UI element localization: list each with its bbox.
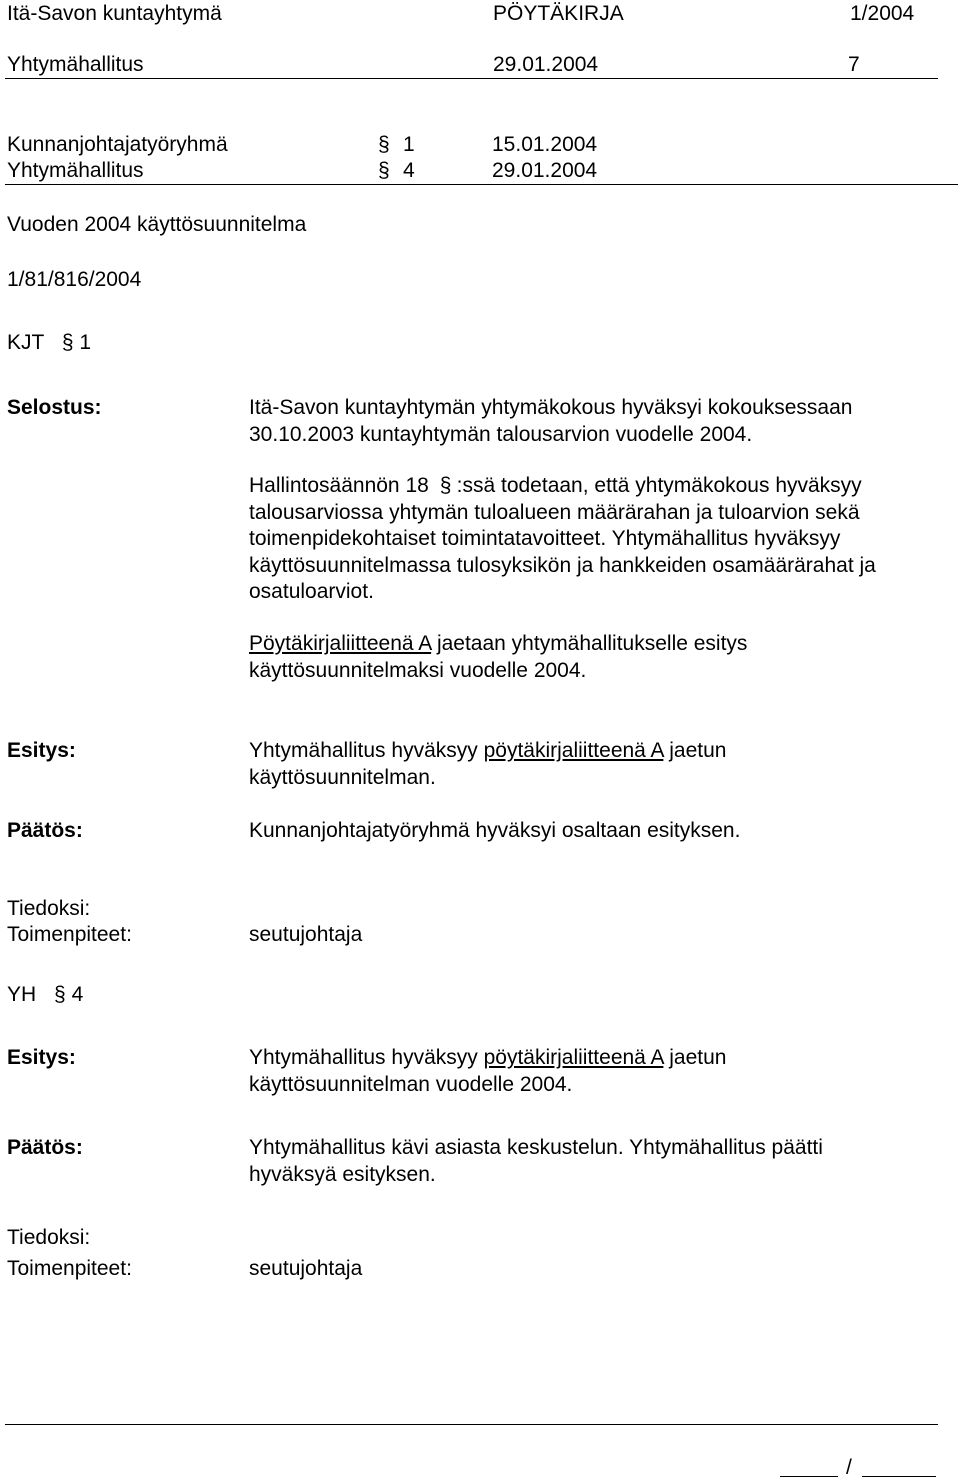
esitys-line — [249, 738, 726, 765]
selostus-line: toimenpidekohtaiset toimintatavoitteet. Yhtymähallitus hyväksyy — [249, 527, 841, 550]
selostus-text: jaetaan yhtymähallitukselle esitys — [431, 632, 748, 655]
yh-tiedoksi-label: Tiedoksi: — [7, 1226, 91, 1249]
yh-paatos-text — [249, 1135, 823, 1188]
page-number: 7 — [848, 53, 860, 76]
kjt-tiedoksi-label: Tiedoksi: — [7, 897, 91, 920]
kjt-section-sign: § — [61, 331, 74, 354]
selostus-line: Itä-Savon kuntayhtymän yhtymäkokous hyväksyi kokouksessaan — [249, 396, 853, 419]
yh-prefix: YH — [7, 983, 37, 1006]
paatos-line: Yhtymähallitus kävi asiasta keskustelun. Yhtymähallitus päätti — [249, 1136, 823, 1159]
esitys-text: jaetun — [663, 739, 727, 762]
attachment-link[interactable]: pöytäkirjaliitteenä A — [483, 1046, 664, 1069]
history-body-2: Yhtymähallitus — [7, 159, 144, 182]
paatos-line: hyväksyä esityksen. — [249, 1162, 436, 1186]
yh-paatos-label: Päätös: — [7, 1136, 83, 1159]
yh-heading — [7, 982, 83, 1008]
yh-number: 4 — [71, 983, 84, 1006]
selostus-line: osatuloarviot. — [249, 580, 374, 603]
esitys-line: käyttösuunnitelman vuodelle 2004. — [249, 1072, 573, 1096]
yh-section-sign: § — [54, 983, 66, 1006]
kjt-heading — [7, 330, 91, 356]
history-number-1: 1 — [403, 133, 415, 156]
attachment-link[interactable]: pöytäkirjaliitteenä A — [483, 739, 664, 762]
selostus-line: käyttösuunnitelmaksi vuodelle 2004. — [249, 658, 587, 682]
reference-number: 1/81/816/2004 — [7, 268, 142, 291]
attachment-link[interactable]: Pöytäkirjaliitteenä A — [249, 632, 432, 655]
history-number-2: 4 — [403, 159, 415, 182]
selostus-line — [249, 473, 876, 500]
header-rule — [5, 78, 938, 79]
kjt-prefix: KJT — [7, 331, 44, 354]
kjt-paatos-text: Kunnanjohtajatyöryhmä hyväksyi osaltaan esityksen. — [249, 819, 741, 842]
kjt-number: 1 — [79, 331, 92, 354]
selostus-line: 30.10.2003 kuntayhtymän talousarvion vuodelle 2004. — [249, 422, 753, 446]
org-name: Itä-Savon kuntayhtymä — [7, 2, 222, 25]
footer-rule — [5, 1424, 938, 1425]
esitys-text: Yhtymähallitus hyväksyy — [249, 1046, 484, 1069]
yh-esitys-label: Esitys: — [7, 1046, 76, 1069]
selostus-section-sign: § — [439, 474, 452, 497]
yh-toimenpiteet-label: Toimenpiteet: — [7, 1257, 132, 1280]
esitys-line: käyttösuunnitelman. — [249, 765, 436, 789]
selostus-line: talousarviossa yhtymän tuloalueen määrärahan ja tuloarvion sekä — [249, 500, 860, 524]
doc-type: PÖYTÄKIRJA — [493, 2, 624, 25]
esitys-line — [249, 1045, 726, 1072]
history-date-2: 29.01.2004 — [492, 159, 598, 182]
kjt-toimenpiteet-value: seutujohtaja — [249, 923, 363, 946]
history-rule — [5, 184, 958, 185]
esitys-text: jaetun — [663, 1046, 727, 1069]
kjt-toimenpiteet-label: Toimenpiteet: — [7, 923, 132, 946]
selostus-line: käyttösuunnitelmassa tulosyksikön ja hankkeiden osamäärärahat ja — [249, 553, 876, 577]
signature-line-left — [780, 1476, 838, 1477]
doc-number: 1/2004 — [850, 2, 915, 25]
section-sign-1: § — [378, 133, 390, 156]
kjt-esitys-text — [249, 738, 726, 791]
signature-separator: / — [846, 1456, 852, 1479]
history-body-1: Kunnanjohtajatyöryhmä — [7, 133, 228, 156]
selostus-paragraph-1 — [249, 395, 852, 448]
history-date-1: 15.01.2004 — [492, 133, 598, 156]
selostus-line — [249, 631, 747, 658]
meeting-date: 29.01.2004 — [493, 53, 599, 76]
selostus-label: Selostus: — [7, 396, 102, 419]
yh-toimenpiteet-value: seutujohtaja — [249, 1257, 363, 1280]
meeting-body: Yhtymähallitus — [7, 53, 144, 76]
page-title: Vuoden 2004 käyttösuunnitelma — [7, 213, 307, 236]
kjt-paatos-label: Päätös: — [7, 819, 83, 842]
selostus-text: :ssä todetaan, että yhtymäkokous hyväksyy — [456, 474, 862, 497]
selostus-paragraph-2 — [249, 473, 876, 606]
selostus-text: Hallintosäännön 18 — [249, 474, 435, 497]
kjt-esitys-label: Esitys: — [7, 739, 76, 762]
section-sign-2: § — [378, 159, 390, 182]
esitys-text: Yhtymähallitus hyväksyy — [249, 739, 484, 762]
yh-esitys-text — [249, 1045, 726, 1098]
selostus-paragraph-3 — [249, 631, 747, 684]
signature-line-right — [862, 1476, 936, 1477]
